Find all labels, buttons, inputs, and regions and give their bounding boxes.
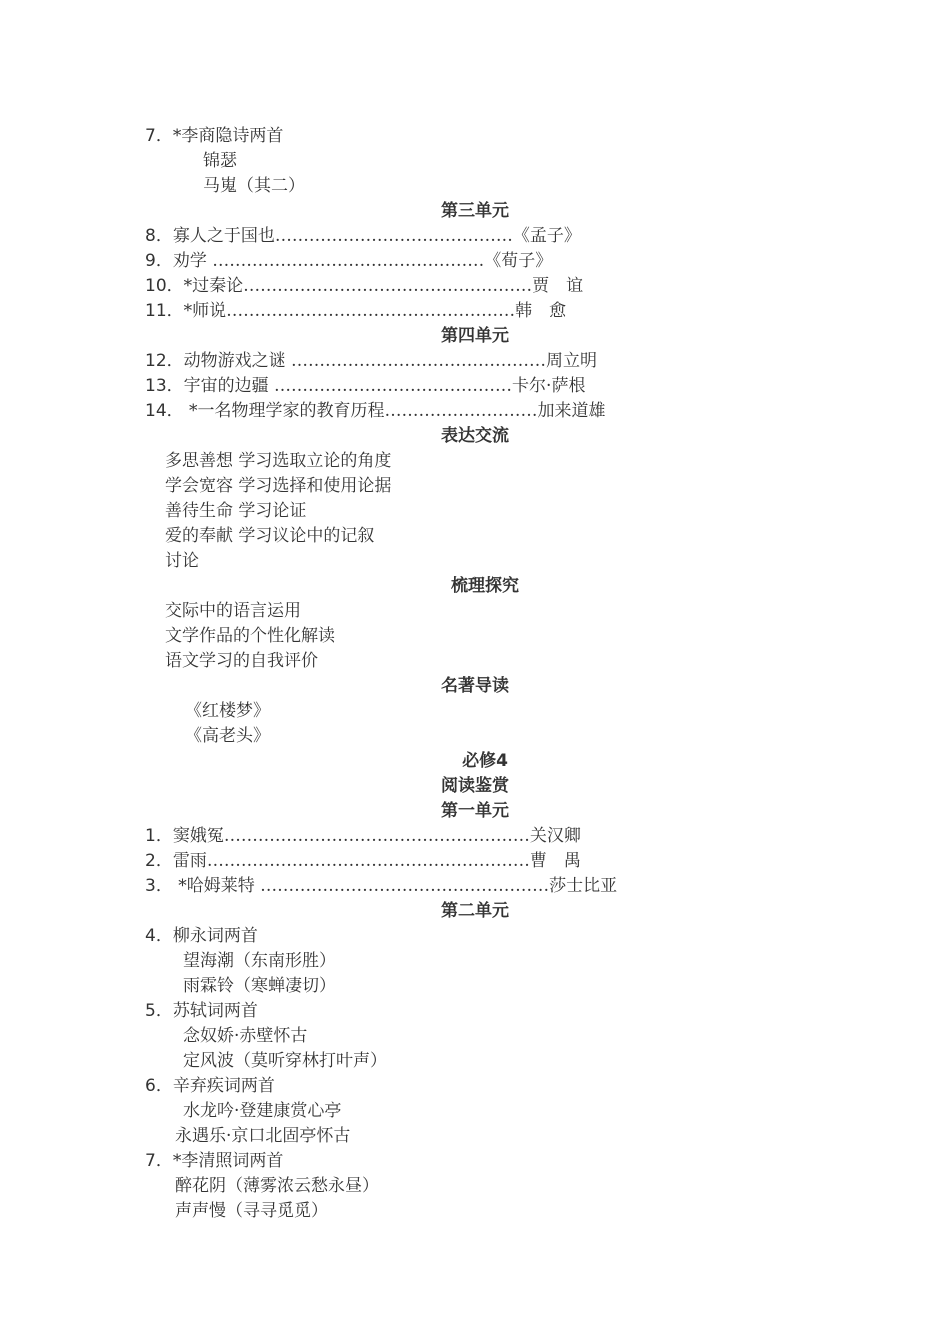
entry-title: *李商隐诗两首: [172, 126, 284, 146]
entry-number: 5．: [145, 1001, 173, 1021]
expression-topic: 多思善想 学习选取立论的角度: [165, 451, 392, 471]
section-heading: 梳理探究: [451, 576, 519, 596]
entry-title: 劝学: [172, 251, 207, 271]
inquiry-topic: 交际中的语言运用: [165, 601, 301, 621]
entry-number: 7．: [145, 1151, 173, 1171]
entry-author: 《荀子》: [484, 251, 553, 271]
section-heading: 第二单元: [441, 901, 509, 921]
toc-subentry: 雨霖铃（寒蝉凄切）: [183, 976, 336, 996]
toc-entry: [145, 250, 552, 272]
section-heading: 第三单元: [441, 201, 509, 221]
toc-subentry: 马嵬（其二）: [203, 176, 305, 196]
section-heading: 表达交流: [441, 426, 509, 446]
entry-number: 3．: [145, 876, 173, 896]
entry-author: 曹 禺: [529, 851, 581, 871]
leader-dots: …………………………………………: [212, 251, 485, 271]
toc-entry: [145, 1150, 283, 1172]
expression-topic: 善待生命 学习论证: [165, 501, 307, 521]
entry-number: 8．: [145, 226, 173, 246]
entry-author: 周立明: [546, 351, 598, 371]
toc-entry: [145, 925, 258, 947]
entry-number: 6．: [145, 1076, 173, 1096]
leader-dots: ……………………………………………: [260, 876, 550, 896]
entry-author: 《孟子》: [512, 226, 581, 246]
volume-heading: 必修4: [462, 751, 508, 771]
entry-title: *李清照词两首: [172, 1151, 284, 1171]
toc-entry: [145, 1000, 258, 1022]
entry-title: 动物游戏之谜: [183, 351, 286, 371]
toc-subentry: 望海潮（东南形胜）: [183, 951, 336, 971]
entry-number: 2．: [145, 851, 173, 871]
section-heading: 第一单元: [441, 801, 509, 821]
leader-dots: ……………………………………: [274, 376, 513, 396]
toc-entry: [145, 1075, 275, 1097]
toc-subentry: 念奴娇·赤壁怀古: [183, 1026, 308, 1046]
toc-entry: [145, 375, 585, 397]
entry-title: *哈姆莱特: [178, 876, 255, 896]
toc-entry: [145, 350, 597, 372]
entry-number: 11．: [145, 301, 184, 321]
toc-entry: [145, 300, 566, 322]
toc-entry: [145, 275, 583, 297]
entry-number: 12．: [145, 351, 184, 371]
leader-dots: ……………………………………………: [226, 301, 516, 321]
entry-number: 4．: [145, 926, 173, 946]
leader-dots: …………………………………………………: [206, 851, 530, 871]
entry-number: 13．: [145, 376, 184, 396]
entry-number: 14．: [145, 401, 184, 421]
section-heading: 第四单元: [441, 326, 509, 346]
toc-subentry: 声声慢（寻寻觅觅）: [175, 1201, 328, 1221]
toc-entry: [145, 400, 606, 422]
entry-title: 苏轼词两首: [172, 1001, 258, 1021]
inquiry-topic: 文学作品的个性化解读: [165, 626, 335, 646]
entry-author: 加来道雄: [537, 401, 606, 421]
leader-dots: ……………………………………: [274, 226, 513, 246]
entry-author: 关汉卿: [529, 826, 581, 846]
classic-book: 《高老头》: [185, 726, 270, 746]
leader-dots: ………………………: [384, 401, 538, 421]
classic-book: 《红楼梦》: [185, 701, 270, 721]
expression-topic: 讨论: [165, 551, 199, 571]
entry-title: 寡人之于国也: [172, 226, 275, 246]
toc-subentry: 锦瑟: [203, 151, 237, 171]
entry-title: 宇宙的边疆: [183, 376, 269, 396]
toc-subentry: 醉花阴（薄雾浓云愁永昼）: [175, 1176, 379, 1196]
entry-author: 莎士比亚: [549, 876, 618, 896]
entry-title: 柳永词两首: [172, 926, 258, 946]
inquiry-topic: 语文学习的自我评价: [165, 651, 318, 671]
leader-dots: ………………………………………: [291, 351, 547, 371]
leader-dots: ………………………………………………: [223, 826, 530, 846]
entry-author: 贾 谊: [532, 276, 584, 296]
toc-subentry: 水龙吟·登建康赏心亭: [183, 1101, 342, 1121]
toc-entry: [145, 225, 581, 247]
toc-entry: [145, 850, 581, 872]
toc-entry: [145, 125, 283, 147]
toc-subentry: 定风波（莫听穿林打叶声）: [183, 1051, 387, 1071]
section-heading: 名著导读: [441, 676, 509, 696]
expression-topic: 学会宽容 学习选择和使用论据: [165, 476, 392, 496]
entry-number: 1．: [145, 826, 173, 846]
entry-title: 窦娥冤: [172, 826, 224, 846]
entry-title: *师说: [183, 301, 227, 321]
entry-author: 韩 愈: [515, 301, 567, 321]
entry-title: 雷雨: [172, 851, 207, 871]
leader-dots: ……………………………………………: [243, 276, 533, 296]
part-heading: 阅读鉴赏: [441, 776, 509, 796]
entry-title: *过秦论: [183, 276, 244, 296]
entry-author: 卡尔·萨根: [512, 376, 586, 396]
entry-number: 10．: [145, 276, 184, 296]
toc-subentry: 永遇乐·京口北固亭怀古: [175, 1126, 351, 1146]
entry-number: 9．: [145, 251, 173, 271]
entry-number: 7．: [145, 126, 173, 146]
expression-topic: 爱的奉献 学习议论中的记叙: [165, 526, 375, 546]
toc-entry: [145, 875, 617, 897]
entry-title: *一名物理学家的教育历程: [189, 401, 385, 421]
entry-title: 辛弃疾词两首: [172, 1076, 275, 1096]
toc-entry: [145, 825, 581, 847]
